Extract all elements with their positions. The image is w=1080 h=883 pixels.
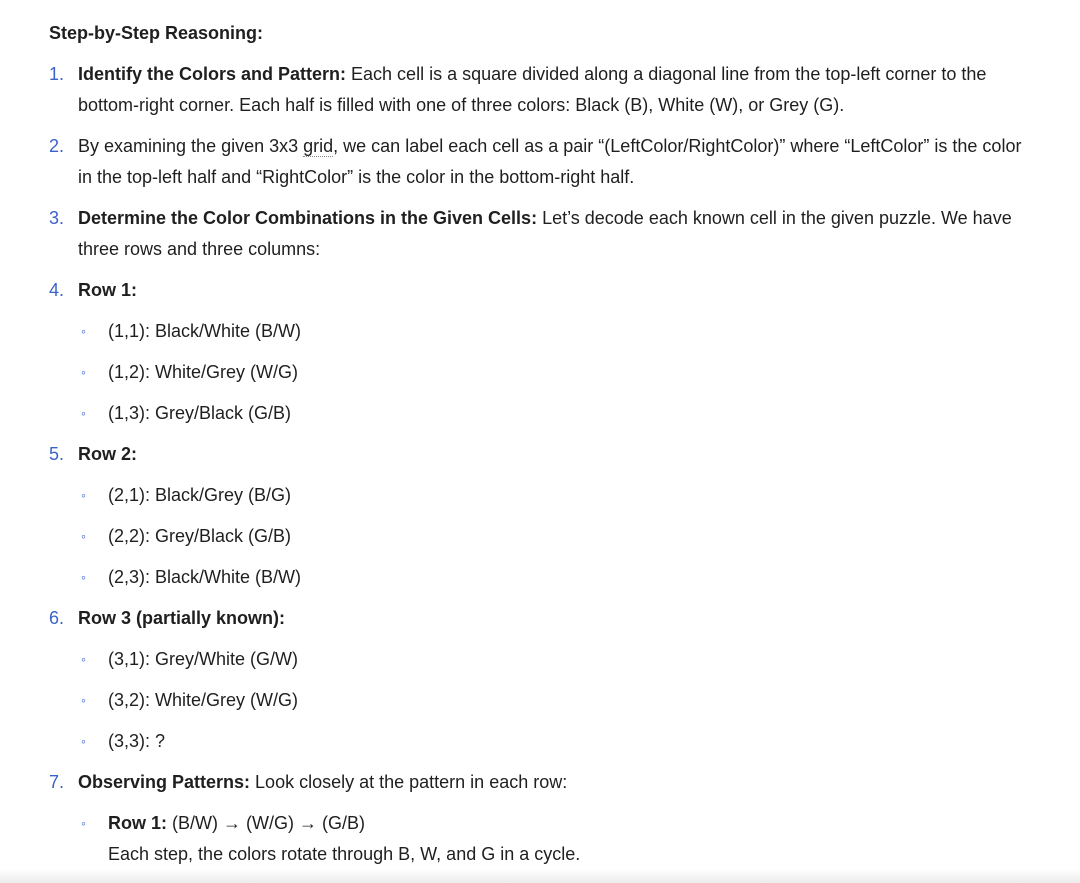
step-5: [49, 439, 1039, 470]
step-text: , we can label each cell as a pair “(LeftColor/RightColor)” where “LeftColor” is the color in the top-left half and “RightColor” is the color in the bottom-right half.: [78, 136, 1022, 187]
step-title: Row 2:: [78, 444, 138, 464]
step-title: Observing Patterns:: [78, 772, 251, 792]
list-item: [81, 726, 1039, 757]
list-item-text: (1,2): White/Grey (W/G): [108, 362, 299, 382]
list-item: [81, 316, 1039, 347]
list-item: [81, 644, 1039, 675]
step-3: [49, 203, 1039, 265]
bullet-icon: ◦: [81, 815, 86, 831]
bullet-icon: ◦: [81, 733, 86, 749]
list-item-text: (2,2): Grey/Black (G/B): [108, 526, 292, 546]
step-number: 5.: [49, 444, 65, 464]
step-text: Let’s decode each known cell in the given puzzle. We have three rows and three columns:: [78, 208, 1012, 259]
bullet-icon: ◦: [81, 364, 86, 380]
step-number: 7.: [49, 772, 65, 792]
bullet-icon: ◦: [81, 323, 86, 339]
list-item: [81, 480, 1039, 511]
list-item-text: (3,3): ?: [108, 731, 166, 751]
list-item-title: Row 1:: [108, 813, 168, 833]
list-item-text: (1,3): Grey/Black (G/B): [108, 403, 292, 423]
step-text: Look closely at the pattern in each row:: [250, 772, 568, 792]
list-item: [81, 398, 1039, 429]
list-item-detail: Each step, the colors rotate through B, W, and G in a cycle.: [108, 844, 581, 864]
step-title: Row 3 (partially known):: [78, 608, 286, 628]
scroll-fade-overlay: [0, 869, 1080, 883]
list-item: [81, 521, 1039, 552]
step-6: [49, 603, 1039, 634]
bullet-icon: ◦: [81, 405, 86, 421]
step-number: 3.: [49, 208, 65, 228]
list-item-text: (2,1): Black/Grey (B/G): [108, 485, 292, 505]
reasoning-heading: Step-by-Step Reasoning:: [49, 23, 264, 43]
list-item: [81, 685, 1039, 716]
step-1: [49, 59, 1039, 121]
step-number: 6.: [49, 608, 65, 628]
step-title: Row 1:: [78, 280, 138, 300]
step-title: Determine the Color Combinations in the Given Cells:: [78, 208, 538, 228]
step-7: [49, 767, 1039, 798]
bullet-icon: ◦: [81, 487, 86, 503]
list-item-text: (B/W) → (W/G) → (G/B): [167, 813, 365, 833]
step-2: [49, 131, 1039, 193]
list-item: [81, 357, 1039, 388]
list-item-text: (3,1): Grey/White (G/W): [108, 649, 299, 669]
bullet-icon: ◦: [81, 692, 86, 708]
glossary-term-link[interactable]: grid: [303, 136, 334, 156]
list-item-text: (1,1): Black/White (B/W): [108, 321, 302, 341]
step-title: Identify the Colors and Pattern:: [78, 64, 347, 84]
bullet-icon: ◦: [81, 569, 86, 585]
list-item-text: (3,2): White/Grey (W/G): [108, 690, 299, 710]
list-item: [81, 808, 1039, 870]
step-4: [49, 275, 1039, 306]
step-text: Each cell is a square divided along a diagonal line from the top-left corner to the bottom-right corner. Each half is filled with one of three colors: Black (B), White (W), or Grey (G).: [78, 64, 987, 115]
bullet-icon: ◦: [81, 528, 86, 544]
step-number: 2.: [49, 136, 65, 156]
step-text-pre: By examining the given 3x3: [78, 136, 304, 156]
message-content: [49, 18, 1039, 880]
bullet-icon: ◦: [81, 651, 86, 667]
list-item: [81, 562, 1039, 593]
list-item-text: (2,3): Black/White (B/W): [108, 567, 302, 587]
step-number: 1.: [49, 64, 65, 84]
step-number: 4.: [49, 280, 65, 300]
